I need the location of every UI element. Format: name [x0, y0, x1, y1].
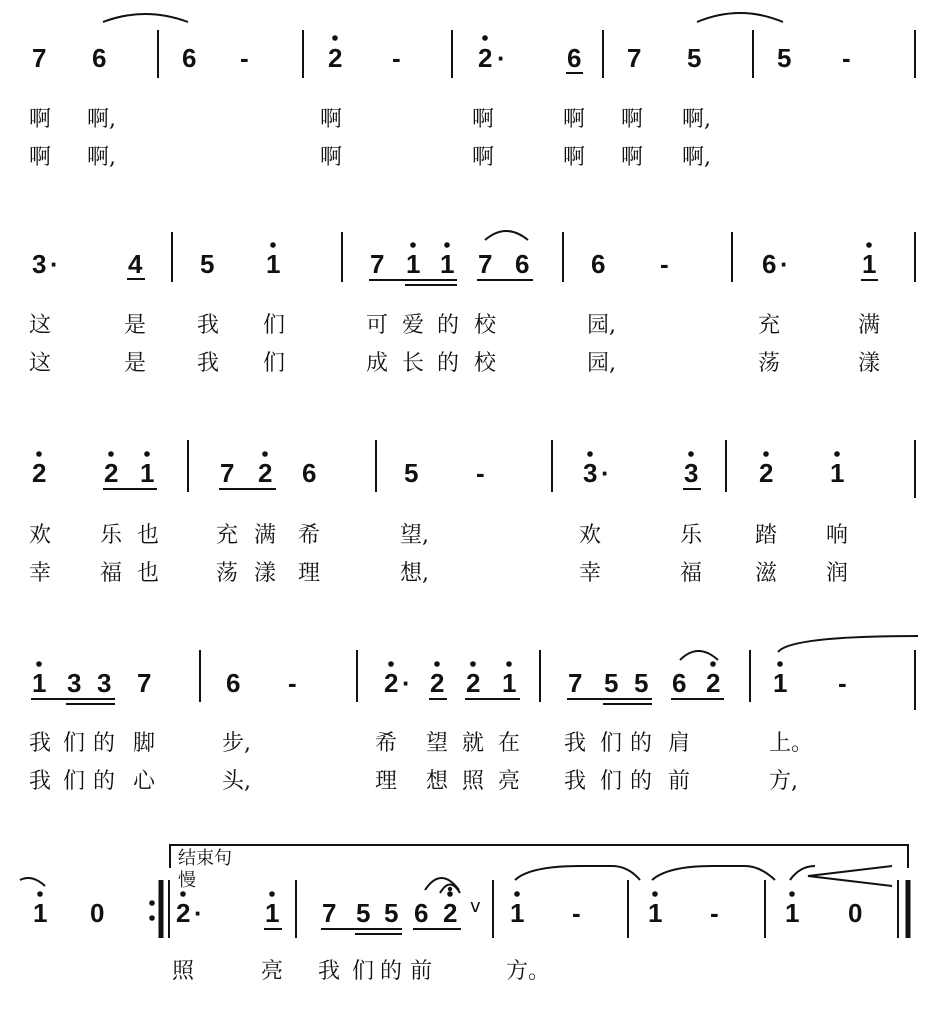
high-octave-dot [410, 242, 416, 248]
note: 7 [220, 458, 235, 488]
note: 7 [478, 249, 493, 279]
note: 6 [672, 668, 687, 698]
lyric: 长 [402, 351, 425, 376]
high-octave-dot [434, 661, 440, 667]
note: 6 [92, 43, 107, 73]
note: 1 [33, 898, 48, 928]
lyric: 在 [498, 731, 521, 756]
note-extension: - [288, 668, 297, 698]
lyric: 我 [564, 731, 587, 756]
note: 1 [785, 898, 800, 928]
note: 5 [634, 668, 649, 698]
note: 5 [404, 458, 419, 488]
lyric: 照 [172, 959, 195, 984]
dotted-rhythm: · [601, 458, 610, 488]
tie [778, 636, 918, 652]
lyric: 们 [600, 769, 623, 794]
dotted-rhythm: · [780, 249, 789, 279]
high-octave-dot [710, 661, 716, 667]
note: 1 [265, 898, 280, 928]
lyric: 望, [400, 523, 429, 548]
note-extension: - [838, 668, 847, 698]
lyrics-verse-1 [29, 107, 711, 132]
lyric: 园, [587, 313, 616, 338]
lyric: 也 [137, 523, 160, 548]
high-octave-dot [482, 35, 488, 41]
high-octave-dot [514, 891, 520, 897]
note: 7 [137, 668, 152, 698]
note: 2 [443, 898, 458, 928]
note: 2 [32, 458, 47, 488]
note: 5 [604, 668, 619, 698]
lyric: 亮 [498, 769, 521, 794]
note: 1 [510, 898, 525, 928]
lyric: 荡 [758, 351, 781, 376]
note-extension: - [710, 898, 719, 928]
fermata-dot [448, 887, 452, 891]
score-row-2 [29, 231, 915, 376]
lyric: 啊 [563, 107, 586, 132]
breath-mark: v [470, 896, 481, 917]
note: 2 [104, 458, 119, 488]
note: 4 [128, 249, 143, 279]
dotted-rhythm: · [194, 898, 203, 928]
high-octave-dot [834, 451, 840, 457]
lyric: 福 [100, 561, 123, 586]
note: 6 [567, 43, 582, 73]
note: 6 [226, 668, 241, 698]
high-octave-dot [108, 451, 114, 457]
lyric: 啊 [320, 145, 343, 170]
lyric: 啊, [87, 145, 116, 170]
lyric: 的 [437, 351, 460, 376]
tie [20, 878, 45, 886]
lyric: 啊 [621, 145, 644, 170]
lyric: 啊 [320, 107, 343, 132]
lyric: 校 [474, 313, 497, 338]
note: 2 [176, 898, 191, 928]
high-octave-dot [388, 661, 394, 667]
lyric: 校 [474, 351, 497, 376]
lyric: 前 [410, 959, 433, 984]
lyric: 们 [263, 351, 286, 376]
lyric: 我 [197, 313, 220, 338]
note: 3 [583, 458, 598, 488]
lyric: 啊, [682, 145, 711, 170]
tie [697, 13, 783, 22]
note: 1 [266, 249, 281, 279]
lyric: 欢 [579, 523, 602, 548]
note: 7 [627, 43, 642, 73]
lyric: 也 [137, 561, 160, 586]
lyrics-verse-2 [29, 561, 848, 586]
lyric: 啊, [87, 107, 116, 132]
lyric: 肩 [668, 731, 691, 756]
high-octave-dot [763, 451, 769, 457]
note: 6 [302, 458, 317, 488]
lyric: 们 [263, 313, 286, 338]
note: 1 [406, 249, 421, 279]
note: 6 [414, 898, 429, 928]
high-octave-dot [587, 451, 593, 457]
repeat-dot [149, 900, 155, 906]
lyric: 想, [400, 561, 429, 586]
lyric: 欢 [29, 523, 52, 548]
dotted-rhythm: · [497, 43, 506, 73]
lyric: 荡 [216, 561, 239, 586]
note: 2 [384, 668, 399, 698]
lyrics-verse-1 [29, 731, 813, 756]
lyric: 我 [564, 769, 587, 794]
high-octave-dot [789, 891, 795, 897]
lyric: 啊, [682, 107, 711, 132]
lyric: 心 [133, 769, 156, 794]
lyric: 啊 [563, 145, 586, 170]
repeat-dot [149, 915, 155, 921]
note: 2 [328, 43, 343, 73]
note-extension: - [660, 249, 669, 279]
lyric: 们 [63, 731, 86, 756]
lyric: 脚 [133, 731, 156, 756]
note: 0 [90, 898, 105, 928]
high-octave-dot [144, 451, 150, 457]
lyric: 漾 [254, 561, 277, 586]
high-octave-dot [332, 35, 338, 41]
note: 1 [862, 249, 877, 279]
lyric: 我 [29, 769, 52, 794]
lyric: 我 [29, 731, 52, 756]
note: 1 [32, 668, 47, 698]
note: 1 [440, 249, 455, 279]
lyric: 们 [352, 959, 375, 984]
high-octave-dot [36, 451, 42, 457]
lyric: 幸 [579, 561, 602, 586]
lyric: 园, [587, 351, 616, 376]
slur [680, 651, 718, 660]
high-octave-dot [688, 451, 694, 457]
lyric: 希 [375, 731, 398, 756]
tie [652, 866, 775, 880]
note: 2 [478, 43, 493, 73]
lyric: 充 [216, 523, 239, 548]
high-octave-dot [652, 891, 658, 897]
note: 2 [759, 458, 774, 488]
lyric: 成 [366, 351, 389, 376]
lyric: 们 [600, 731, 623, 756]
lyrics-verse-1 [29, 523, 848, 548]
note: 3 [67, 668, 82, 698]
lyric: 我 [197, 351, 220, 376]
lyric: 的 [437, 313, 460, 338]
lyric: 望 [426, 731, 449, 756]
ending-label: 结束句 [178, 848, 232, 869]
lyric: 啊 [472, 107, 495, 132]
lyric: 亮 [261, 959, 284, 984]
lyric: 是 [124, 313, 147, 338]
lyric: 充 [758, 313, 781, 338]
slur [425, 878, 459, 890]
lyric: 的 [630, 731, 653, 756]
lyric: 润 [826, 561, 849, 586]
lyric: 幸 [29, 561, 52, 586]
lyric: 爱 [402, 313, 425, 338]
note: 6 [182, 43, 197, 73]
lyric: 的 [93, 769, 116, 794]
lyrics-verse-1 [29, 313, 880, 338]
note: 5 [384, 898, 399, 928]
lyric: 理 [375, 769, 398, 794]
tempo-mark: 慢 [178, 870, 196, 891]
lyric: 满 [858, 313, 881, 338]
lyric: 响 [826, 523, 849, 548]
score-row-1 [29, 13, 915, 170]
note: 3 [97, 668, 112, 698]
note: 1 [773, 668, 788, 698]
lyric: 照 [462, 769, 485, 794]
high-octave-dot [270, 242, 276, 248]
high-octave-dot [470, 661, 476, 667]
lyric: 前 [668, 769, 691, 794]
lyric: 乐 [100, 523, 123, 548]
lyric: 啊 [472, 145, 495, 170]
note: 2 [430, 668, 445, 698]
dotted-rhythm: · [50, 249, 59, 279]
note: 3 [32, 249, 47, 279]
score-row-3 [29, 440, 915, 586]
lyric: 理 [298, 561, 321, 586]
slur [485, 231, 528, 240]
lyric: 啊 [621, 107, 644, 132]
high-octave-dot [447, 891, 453, 897]
note: 7 [322, 898, 337, 928]
note: 5 [777, 43, 792, 73]
note-extension: - [572, 898, 581, 928]
lyric: 这 [29, 351, 52, 376]
note: 7 [370, 249, 385, 279]
lyrics-verse-2 [29, 351, 880, 376]
tie [103, 14, 188, 22]
high-octave-dot [37, 891, 43, 897]
high-octave-dot [777, 661, 783, 667]
lyric: 啊 [29, 107, 52, 132]
lyric: 步, [222, 731, 251, 756]
lyric: 乐 [680, 523, 703, 548]
note: 1 [648, 898, 663, 928]
note-extension: - [842, 43, 851, 73]
note-extension: - [392, 43, 401, 73]
high-octave-dot [262, 451, 268, 457]
lyric: 漾 [858, 351, 881, 376]
lyric: 的 [380, 959, 403, 984]
lyric: 头, [222, 769, 251, 794]
lyrics-verse-1 [172, 959, 550, 984]
decrescendo-icon [808, 866, 892, 886]
lyric: 希 [298, 523, 321, 548]
dotted-rhythm: · [402, 668, 411, 698]
note-extension: - [476, 458, 485, 488]
note: 7 [32, 43, 47, 73]
lyric: 方。 [506, 959, 551, 984]
high-octave-dot [180, 891, 186, 897]
note: 6 [762, 249, 777, 279]
note: 2 [466, 668, 481, 698]
high-octave-dot [269, 891, 275, 897]
high-octave-dot [506, 661, 512, 667]
note: 1 [140, 458, 155, 488]
lyric: 滋 [755, 561, 778, 586]
lyric: 上。 [769, 731, 814, 756]
note: 2 [706, 668, 721, 698]
note: 5 [200, 249, 215, 279]
high-octave-dot [866, 242, 872, 248]
lyric: 可 [366, 313, 389, 338]
lyric: 满 [254, 523, 277, 548]
lyric: 是 [124, 351, 147, 376]
lyric: 的 [93, 731, 116, 756]
note: 5 [687, 43, 702, 73]
lyric: 想 [426, 769, 449, 794]
lyric: 福 [680, 561, 703, 586]
note: 1 [502, 668, 517, 698]
tie [790, 866, 815, 880]
lyric: 这 [29, 313, 52, 338]
lyric: 我 [318, 959, 341, 984]
ending-bracket [170, 845, 908, 868]
note: 6 [591, 249, 606, 279]
note: 2 [258, 458, 273, 488]
note: 7 [568, 668, 583, 698]
note: 6 [515, 249, 530, 279]
high-octave-dot [36, 661, 42, 667]
score-row-4 [29, 636, 918, 794]
lyrics-verse-2 [29, 145, 711, 170]
note: 5 [356, 898, 371, 928]
note-extension: - [240, 43, 249, 73]
note: 1 [830, 458, 845, 488]
lyric: 方, [769, 769, 798, 794]
lyric: 就 [462, 731, 485, 756]
tie [515, 866, 640, 880]
lyrics-verse-2 [29, 769, 798, 794]
note: 0 [848, 898, 863, 928]
score-row-5 [20, 845, 908, 984]
lyric: 的 [630, 769, 653, 794]
note: 3 [684, 458, 699, 488]
lyric: 啊 [29, 145, 52, 170]
high-octave-dot [444, 242, 450, 248]
lyric: 们 [63, 769, 86, 794]
lyric: 踏 [755, 523, 778, 548]
